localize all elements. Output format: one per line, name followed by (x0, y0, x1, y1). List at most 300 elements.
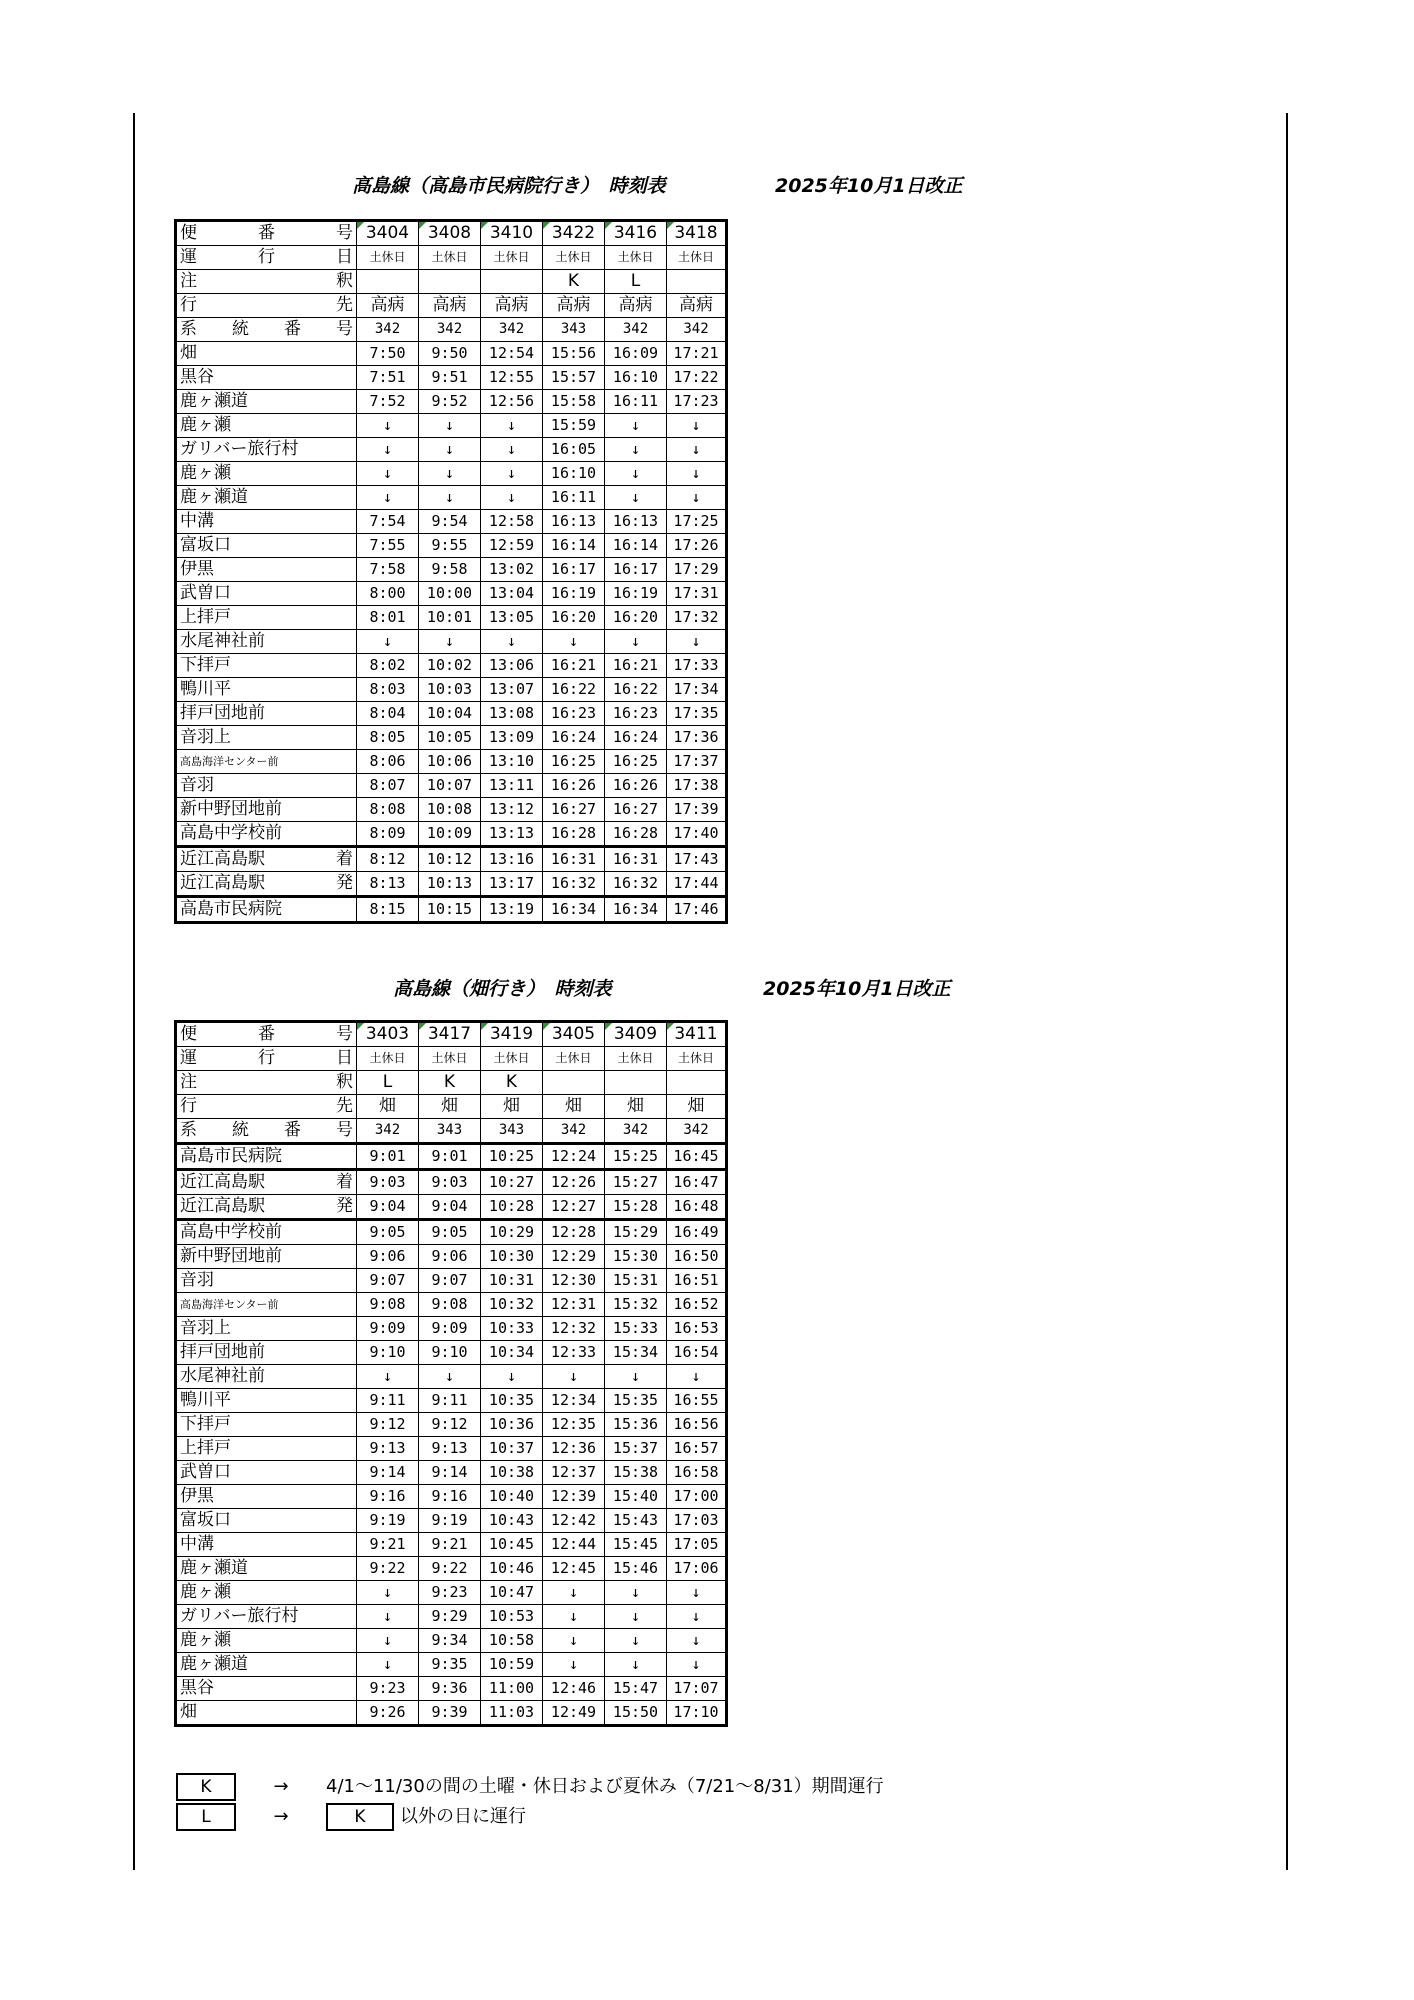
time-cell: 9:36 (419, 1677, 481, 1701)
time-cell: 8:09 (357, 822, 419, 847)
stop-name: 下拝戸 (176, 1413, 357, 1437)
time-cell: ↓ (543, 1581, 605, 1605)
time-cell: 9:14 (357, 1461, 419, 1485)
stop-row (176, 606, 727, 630)
time-cell: 9:52 (419, 390, 481, 414)
service-number-cell: 3403 (357, 1022, 419, 1047)
time-cell: 10:33 (481, 1317, 543, 1341)
stop-row (176, 1701, 727, 1726)
destination-cell: 高病 (543, 294, 605, 318)
time-cell: 16:54 (667, 1341, 727, 1365)
time-cell: 15:27 (605, 1170, 667, 1195)
time-cell: 9:12 (357, 1413, 419, 1437)
stop-name (176, 1170, 357, 1195)
time-cell: 16:19 (543, 582, 605, 606)
time-cell: 9:07 (357, 1269, 419, 1293)
time-cell: 9:12 (419, 1413, 481, 1437)
time-cell: 15:40 (605, 1485, 667, 1509)
stop-row (176, 438, 727, 462)
time-cell: ↓ (667, 630, 727, 654)
stop-row (176, 414, 727, 438)
time-cell: ↓ (357, 1581, 419, 1605)
time-cell: ↓ (481, 438, 543, 462)
note-cell (419, 270, 481, 294)
time-cell: 9:11 (419, 1389, 481, 1413)
destination-label (176, 1095, 357, 1119)
system-number-cell: 342 (357, 1119, 419, 1144)
time-cell: 17:03 (667, 1509, 727, 1533)
time-cell: 7:55 (357, 534, 419, 558)
time-cell: 16:31 (543, 847, 605, 872)
time-cell: 13:17 (481, 872, 543, 897)
time-cell: 15:47 (605, 1677, 667, 1701)
time-cell: 10:36 (481, 1413, 543, 1437)
time-cell: 9:03 (419, 1170, 481, 1195)
time-cell: 9:19 (357, 1509, 419, 1533)
destination-cell: 高病 (357, 294, 419, 318)
time-cell: 9:58 (419, 558, 481, 582)
time-cell: 12:32 (543, 1317, 605, 1341)
time-cell: 16:19 (605, 582, 667, 606)
stop-row (176, 1677, 727, 1701)
time-cell: 12:26 (543, 1170, 605, 1195)
legend-l (176, 1802, 526, 1831)
time-cell: 10:04 (419, 702, 481, 726)
time-cell: 17:21 (667, 342, 727, 366)
stop-row (176, 1581, 727, 1605)
time-cell: 16:05 (543, 438, 605, 462)
time-cell: 17:34 (667, 678, 727, 702)
time-cell: 13:07 (481, 678, 543, 702)
time-cell: 15:37 (605, 1437, 667, 1461)
time-cell: 10:29 (481, 1220, 543, 1245)
time-cell: ↓ (357, 1629, 419, 1653)
stop-name: 高島市民病院 (176, 1144, 357, 1170)
stop-row (176, 1413, 727, 1437)
operation-day-cell: 土休日 (481, 1047, 543, 1071)
stop-name-text: 近江高島駅 (180, 849, 265, 869)
time-cell: ↓ (419, 462, 481, 486)
time-cell: ↓ (543, 1365, 605, 1389)
time-cell: 17:06 (667, 1557, 727, 1581)
time-cell: 17:10 (667, 1701, 727, 1726)
time-cell: 9:09 (419, 1317, 481, 1341)
operation-day-cell: 土休日 (419, 246, 481, 270)
stop-row (176, 1245, 727, 1269)
service-number-label (176, 221, 357, 246)
time-cell: ↓ (605, 1629, 667, 1653)
stop-name (176, 847, 357, 872)
time-cell: 10:00 (419, 582, 481, 606)
time-cell: 13:02 (481, 558, 543, 582)
legend-l-ref: K (326, 1803, 394, 1831)
time-cell: 12:39 (543, 1485, 605, 1509)
time-cell: 9:06 (357, 1245, 419, 1269)
stop-row (176, 1341, 727, 1365)
time-cell: 16:27 (605, 798, 667, 822)
system-number-label (176, 318, 357, 342)
time-cell: ↓ (605, 486, 667, 510)
time-cell: 16:14 (543, 534, 605, 558)
note-cell (543, 1071, 605, 1095)
service-number-cell: 3417 (419, 1022, 481, 1047)
note-cell: K (481, 1071, 543, 1095)
stop-row (176, 897, 727, 923)
system-number-label (176, 1119, 357, 1144)
header-row-note (176, 1071, 727, 1095)
header-row-operation-day (176, 246, 727, 270)
time-cell: ↓ (605, 1653, 667, 1677)
time-cell: 10:28 (481, 1195, 543, 1220)
time-cell: 9:35 (419, 1653, 481, 1677)
stop-row (176, 1195, 727, 1220)
time-cell: 16:49 (667, 1220, 727, 1245)
time-cell: 16:21 (543, 654, 605, 678)
stop-row (176, 1365, 727, 1389)
time-cell: 12:49 (543, 1701, 605, 1726)
time-cell: 9:14 (419, 1461, 481, 1485)
time-cell: ↓ (481, 414, 543, 438)
system-number-cell: 342 (419, 318, 481, 342)
time-cell: ↓ (481, 462, 543, 486)
time-cell: 12:27 (543, 1195, 605, 1220)
time-cell: 12:58 (481, 510, 543, 534)
time-cell: ↓ (605, 1605, 667, 1629)
header-row-system-number (176, 318, 727, 342)
time-cell: 11:00 (481, 1677, 543, 1701)
operation-day-label-text: 運 行 日 (180, 1048, 353, 1068)
time-cell: 13:06 (481, 654, 543, 678)
stop-row (176, 822, 727, 847)
stop-name: 新中野団地前 (176, 798, 357, 822)
time-cell: 12:30 (543, 1269, 605, 1293)
time-cell: 15:33 (605, 1317, 667, 1341)
header-row-service-number (176, 1022, 727, 1047)
time-cell: ↓ (357, 486, 419, 510)
time-cell: 15:34 (605, 1341, 667, 1365)
time-cell: 17:43 (667, 847, 727, 872)
stop-row (176, 726, 727, 750)
time-cell: 16:32 (543, 872, 605, 897)
time-cell: 12:37 (543, 1461, 605, 1485)
operation-day-cell: 土休日 (605, 1047, 667, 1071)
section1-title: 高島線（高島市民病院行き） 時刻表 (352, 175, 666, 197)
time-cell: 16:26 (543, 774, 605, 798)
stop-name-text: 近江高島駅 (180, 1196, 265, 1216)
timetable-to-hospital (174, 219, 728, 924)
system-number-cell: 343 (543, 318, 605, 342)
stop-name: 高島海洋センター前 (176, 1293, 357, 1317)
service-number-cell: 3418 (667, 221, 727, 246)
time-cell: 16:25 (543, 750, 605, 774)
time-cell: 13:13 (481, 822, 543, 847)
time-cell: ↓ (605, 1365, 667, 1389)
time-cell: 16:51 (667, 1269, 727, 1293)
time-cell: 16:53 (667, 1317, 727, 1341)
stop-name: 新中野団地前 (176, 1245, 357, 1269)
time-cell: 10:01 (419, 606, 481, 630)
time-cell: 9:16 (419, 1485, 481, 1509)
time-cell: 16:22 (605, 678, 667, 702)
time-cell: ↓ (543, 1629, 605, 1653)
time-cell: 13:05 (481, 606, 543, 630)
time-cell: 16:55 (667, 1389, 727, 1413)
time-cell: 10:13 (419, 872, 481, 897)
stop-row (176, 1653, 727, 1677)
time-cell: 10:38 (481, 1461, 543, 1485)
time-cell: ↓ (605, 1581, 667, 1605)
time-cell: 17:37 (667, 750, 727, 774)
stop-name (176, 872, 357, 897)
stop-name: 中溝 (176, 1533, 357, 1557)
destination-cell: 畑 (481, 1095, 543, 1119)
stop-name: 音羽上 (176, 1317, 357, 1341)
time-cell: 9:26 (357, 1701, 419, 1726)
stop-row (176, 1629, 727, 1653)
time-cell: 15:45 (605, 1533, 667, 1557)
time-cell: 12:35 (543, 1413, 605, 1437)
time-cell: 8:06 (357, 750, 419, 774)
time-cell: 13:10 (481, 750, 543, 774)
time-cell: 9:06 (419, 1245, 481, 1269)
stop-name: ガリバー旅行村 (176, 1605, 357, 1629)
time-cell: 16:26 (605, 774, 667, 798)
note-cell: L (605, 270, 667, 294)
stop-name: 水尾神社前 (176, 630, 357, 654)
time-cell: 16:24 (605, 726, 667, 750)
stop-name: 拝戸団地前 (176, 702, 357, 726)
time-cell: 10:07 (419, 774, 481, 798)
legend-k-code: K (176, 1773, 236, 1801)
service-number-cell: 3411 (667, 1022, 727, 1047)
time-cell: 9:09 (357, 1317, 419, 1341)
time-cell: 8:13 (357, 872, 419, 897)
note-cell (357, 270, 419, 294)
stop-arrival-departure-marker: 発 (336, 873, 353, 893)
time-cell: 17:07 (667, 1677, 727, 1701)
time-cell: 7:52 (357, 390, 419, 414)
note-cell: K (543, 270, 605, 294)
time-cell: 15:38 (605, 1461, 667, 1485)
time-cell: ↓ (419, 630, 481, 654)
time-cell: 16:34 (605, 897, 667, 923)
time-cell: 8:05 (357, 726, 419, 750)
note-label (176, 1071, 357, 1095)
time-cell: 15:36 (605, 1413, 667, 1437)
stop-name-text: 近江高島駅 (180, 1172, 265, 1192)
header-row-destination (176, 294, 727, 318)
time-cell: 17:33 (667, 654, 727, 678)
stop-name: 鹿ヶ瀬道 (176, 1557, 357, 1581)
time-cell: 17:32 (667, 606, 727, 630)
operation-day-cell: 土休日 (357, 1047, 419, 1071)
destination-cell: 高病 (419, 294, 481, 318)
time-cell: 9:03 (357, 1170, 419, 1195)
time-cell: 13:16 (481, 847, 543, 872)
time-cell: 9:16 (357, 1485, 419, 1509)
legend-l-arrow: → (273, 1806, 289, 1827)
time-cell: 16:13 (543, 510, 605, 534)
stop-row (176, 366, 727, 390)
time-cell: 15:43 (605, 1509, 667, 1533)
time-cell: 16:58 (667, 1461, 727, 1485)
system-number-label-text: 系 統 番 号 (180, 1120, 353, 1140)
stop-name: 鹿ヶ瀬道 (176, 486, 357, 510)
time-cell: 9:55 (419, 534, 481, 558)
stop-row (176, 847, 727, 872)
stop-row (176, 462, 727, 486)
time-cell: 13:04 (481, 582, 543, 606)
time-cell: 9:05 (357, 1220, 419, 1245)
operation-day-cell: 土休日 (357, 246, 419, 270)
time-cell: ↓ (605, 630, 667, 654)
time-cell: ↓ (605, 438, 667, 462)
time-cell: 9:01 (357, 1144, 419, 1170)
stop-row (176, 1317, 727, 1341)
operation-day-cell: 土休日 (419, 1047, 481, 1071)
time-cell: 16:56 (667, 1413, 727, 1437)
time-cell: 10:47 (481, 1581, 543, 1605)
time-cell: 15:32 (605, 1293, 667, 1317)
stop-name: 鹿ヶ瀬 (176, 414, 357, 438)
time-cell: 17:46 (667, 897, 727, 923)
stop-name: 黒谷 (176, 1677, 357, 1701)
stop-name: 鹿ヶ瀬 (176, 462, 357, 486)
destination-cell: 高病 (605, 294, 667, 318)
stop-row (176, 1170, 727, 1195)
destination-cell: 畑 (543, 1095, 605, 1119)
time-cell: 15:59 (543, 414, 605, 438)
stop-row (176, 534, 727, 558)
time-cell: 15:30 (605, 1245, 667, 1269)
time-cell: ↓ (543, 1653, 605, 1677)
stop-name: 水尾神社前 (176, 1365, 357, 1389)
stop-arrival-departure-marker: 着 (336, 1172, 353, 1192)
service-number-cell: 3419 (481, 1022, 543, 1047)
stop-name: 黒谷 (176, 366, 357, 390)
stop-name: 富坂口 (176, 1509, 357, 1533)
stop-name: 高島中学校前 (176, 822, 357, 847)
time-cell: 15:28 (605, 1195, 667, 1220)
stop-row (176, 1389, 727, 1413)
time-cell: 9:08 (419, 1293, 481, 1317)
time-cell: 10:15 (419, 897, 481, 923)
note-label-text: 注 釈 (180, 271, 353, 291)
time-cell: 17:40 (667, 822, 727, 847)
time-cell: 10:25 (481, 1144, 543, 1170)
time-cell: 16:11 (543, 486, 605, 510)
stop-row (176, 1509, 727, 1533)
time-cell: 15:50 (605, 1701, 667, 1726)
time-cell: ↓ (419, 414, 481, 438)
time-cell: 16:45 (667, 1144, 727, 1170)
time-cell: 10:30 (481, 1245, 543, 1269)
stop-name: 伊黒 (176, 1485, 357, 1509)
time-cell: 17:26 (667, 534, 727, 558)
time-cell: ↓ (357, 1365, 419, 1389)
time-cell: 17:22 (667, 366, 727, 390)
operation-day-cell: 土休日 (667, 246, 727, 270)
time-cell: 12:36 (543, 1437, 605, 1461)
time-cell: 15:57 (543, 366, 605, 390)
time-cell: 9:39 (419, 1701, 481, 1726)
destination-label-text: 行 先 (180, 1096, 353, 1116)
right-margin-line (1286, 113, 1288, 1870)
stop-row (176, 558, 727, 582)
time-cell: 8:01 (357, 606, 419, 630)
time-cell: 10:32 (481, 1293, 543, 1317)
time-cell: ↓ (605, 414, 667, 438)
stop-row (176, 872, 727, 897)
time-cell: 9:11 (357, 1389, 419, 1413)
time-cell: 9:22 (419, 1557, 481, 1581)
time-cell: 13:11 (481, 774, 543, 798)
note-label (176, 270, 357, 294)
time-cell: 10:34 (481, 1341, 543, 1365)
time-cell: 9:19 (419, 1509, 481, 1533)
time-cell: 10:59 (481, 1653, 543, 1677)
stop-name: 中溝 (176, 510, 357, 534)
time-cell: ↓ (605, 462, 667, 486)
stop-name: 高島市民病院 (176, 897, 357, 923)
time-cell: 9:05 (419, 1220, 481, 1245)
service-number-cell: 3409 (605, 1022, 667, 1047)
service-number-label-text: 便 番 号 (180, 223, 353, 243)
stop-name: 鹿ヶ瀬道 (176, 1653, 357, 1677)
system-number-cell: 342 (543, 1119, 605, 1144)
time-cell: 10:45 (481, 1533, 543, 1557)
stop-name: 高島海洋センター前 (176, 750, 357, 774)
time-cell: 9:13 (357, 1437, 419, 1461)
time-cell: ↓ (357, 1605, 419, 1629)
stop-row (176, 1269, 727, 1293)
time-cell: 12:29 (543, 1245, 605, 1269)
stop-name: 音羽上 (176, 726, 357, 750)
time-cell: 10:53 (481, 1605, 543, 1629)
time-cell: 9:22 (357, 1557, 419, 1581)
time-cell: 16:31 (605, 847, 667, 872)
time-cell: ↓ (357, 1653, 419, 1677)
service-number-cell: 3416 (605, 221, 667, 246)
time-cell: 10:12 (419, 847, 481, 872)
time-cell: 8:15 (357, 897, 419, 923)
time-cell: 12:24 (543, 1144, 605, 1170)
header-row-destination (176, 1095, 727, 1119)
destination-label-text: 行 先 (180, 295, 353, 315)
time-cell: ↓ (357, 462, 419, 486)
time-cell: ↓ (419, 486, 481, 510)
stop-name: 伊黒 (176, 558, 357, 582)
stop-row (176, 1557, 727, 1581)
system-number-cell: 342 (605, 1119, 667, 1144)
note-cell (481, 270, 543, 294)
stop-name: 高島中学校前 (176, 1220, 357, 1245)
service-number-label-text: 便 番 号 (180, 1024, 353, 1044)
time-cell: 16:47 (667, 1170, 727, 1195)
time-cell: 8:12 (357, 847, 419, 872)
service-number-cell: 3408 (419, 221, 481, 246)
service-number-cell: 3405 (543, 1022, 605, 1047)
time-cell: 12:46 (543, 1677, 605, 1701)
time-cell: 11:03 (481, 1701, 543, 1726)
stop-name: 鹿ヶ瀬 (176, 1629, 357, 1653)
time-cell: 9:29 (419, 1605, 481, 1629)
stop-name: 音羽 (176, 1269, 357, 1293)
time-cell: 17:31 (667, 582, 727, 606)
stop-row (176, 1437, 727, 1461)
time-cell: 7:58 (357, 558, 419, 582)
stop-name: 武曽口 (176, 1461, 357, 1485)
